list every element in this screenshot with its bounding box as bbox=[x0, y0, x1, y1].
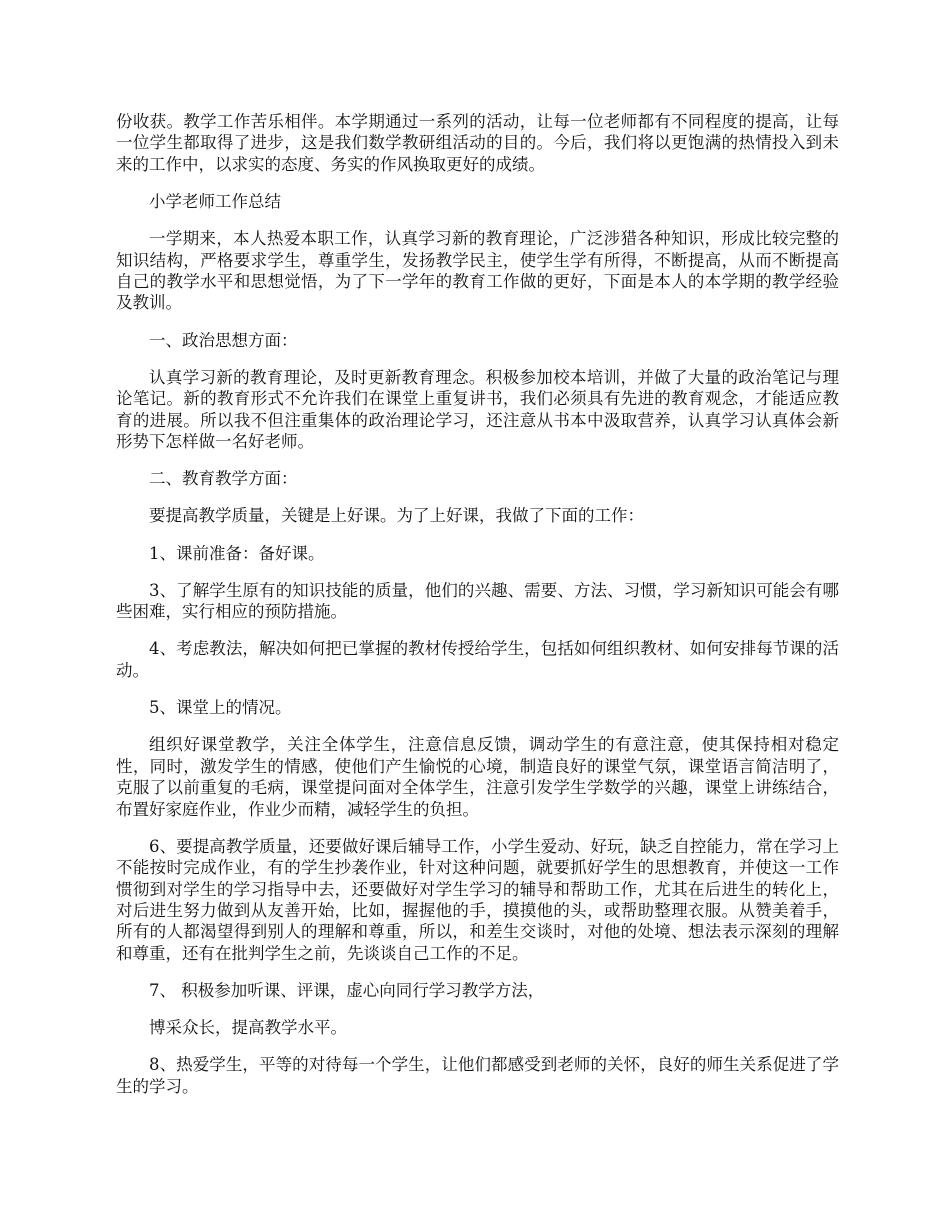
paragraph-continuation: 份收获。教学工作苦乐相伴。本学期通过一系列的活动，让每一位老师都有不同程度的提高，让每一位学生都取得了进步，这是我们数学教研组活动的目的。今后，我们将以更饱满的热情投入到未来的工作中，以求实的态度、务实的作风换取更好的成绩。 bbox=[116, 112, 839, 174]
list-item-7: 7、 积极参加听课、评课，虚心向同行学习教学方法， bbox=[149, 980, 545, 1000]
list-item-8: 8、热爱学生，平等的对待每一个学生，让他们都感受到老师的关怀，良好的师生关系促进了学生的学习。 bbox=[116, 1055, 839, 1096]
list-item-6: 6、要提高教学质量，还要做好课后辅导工作，小学生爱动、好玩，缺乏自控能力，常在学习上不能按时完成作业，有的学生抄袭作业，针对这种问题，就要抓好学生的思想教育，并使这一工作惯彻到对学生的学习指导中去，还要做好对学生学习的辅导和帮助工作，尤其在后进生的转化上，对后进生努力做到从友善开始，比如，握握他的手，摸摸他的头，或帮助整理衣服。从赞美着手，所有的人都渴望得到别人的理解和尊重，所以，和差生交谈时，对他的处境、想法表示深刻的理解和尊重，还有在批判学生之前，先谈谈自己工作的不足。 bbox=[116, 836, 839, 963]
document-body bbox=[116, 111, 839, 1113]
list-item-3: 3、了解学生原有的知识技能的质量，他们的兴趣、需要、方法、习惯，学习新知识可能会有哪些困难，实行相应的预防措施。 bbox=[116, 580, 839, 622]
list-item-1: 1、课前准备：备好课。 bbox=[149, 543, 325, 563]
section-heading-teaching: 二、教育教学方面： bbox=[149, 469, 298, 489]
list-item-4: 4、考虑教法，解决如何把已掌握的教材传授给学生，包括如何组织教材、如何安排每节课的活动。 bbox=[116, 639, 839, 680]
paragraph-intro: 一学期来，本人热爱本职工作，认真学习新的教育理论，广泛涉猎各种知识，形成比较完整的知识结构，严格要求学生，尊重学生，发扬教学民主，使学生学有所得，不断提高，从而不断提高自己的教学水平和思想觉悟，为了下一学年的教育工作做的更好，下面是本人的本学期的教学经验及教训。 bbox=[116, 229, 839, 313]
paragraph-politics: 认真学习新的教育理论，及时更新教育理念。积极参加校本培训，并做了大量的政治笔记与理论笔记。新的教育形式不允许我们在课堂上重复讲书，我们必须具有先进的教育观念，才能适应教育的进展。所以我不但注重集体的政治理论学习，还注意从书本中汲取营养，认真学习认真体会新形势下怎样做一名好老师。 bbox=[116, 367, 839, 452]
list-item-7-continued: 博采众长，提高教学水平。 bbox=[149, 1018, 347, 1038]
list-item-5: 5、课堂上的情况。 bbox=[149, 698, 292, 718]
document-title: 小学老师工作总结 bbox=[149, 192, 281, 212]
paragraph-classroom: 组织好课堂教学，关注全体学生，注意信息反馈，调动学生的有意注意，使其保持相对稳定性，同时，激发学生的情感，使他们产生愉悦的心境，制造良好的课堂气氛，课堂语言简洁明了，克服了以前重复的毛病，课堂提问面对全体学生，注意引发学生学数学的兴趣，课堂上讲练结合，布置好家庭作业，作业少而精，减轻学生的负担。 bbox=[116, 735, 839, 819]
paragraph-teaching-intro: 要提高教学质量，关键是上好课。为了上好课，我做了下面的工作： bbox=[149, 506, 644, 526]
section-heading-politics: 一、政治思想方面： bbox=[149, 330, 298, 350]
